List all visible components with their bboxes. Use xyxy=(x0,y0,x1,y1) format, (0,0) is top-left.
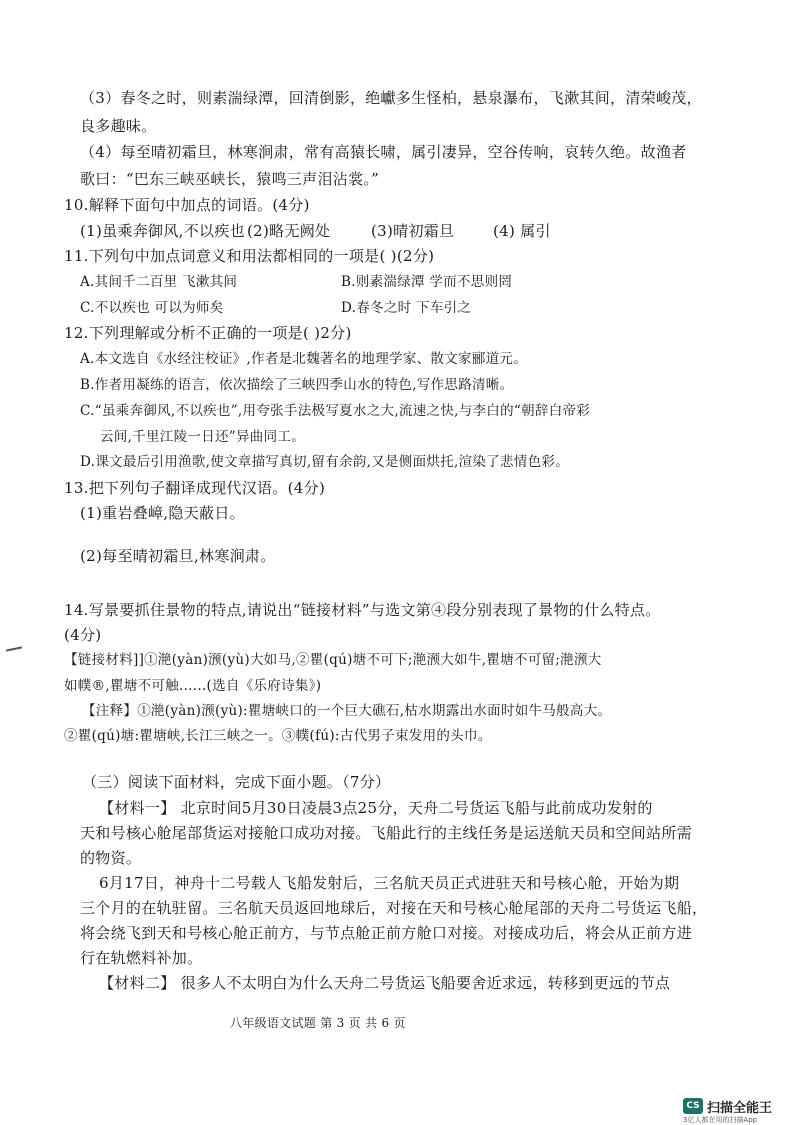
text-line: (4分) xyxy=(64,626,102,644)
text-line: 6月17日，神舟十二号载人飞船发射后，三名航天员正式进驻天和号核心舱，开始为期 xyxy=(99,874,680,892)
text-line: (2)每至晴初霜旦,林寒涧肃。 xyxy=(80,547,276,565)
text-line: 【链接材料]]①滟(yàn)滪(yù)大如马,②瞿(qú)塘不可下;滟滪大如牛,瞿塘不可留;滟滪大 xyxy=(64,652,602,668)
text-line: 【注释】①滟(yàn)滪(yù):瞿塘峡口的一个巨大礁石,枯水期露出水面时如牛马般高大。 xyxy=(82,703,612,719)
text-line: 天和号核心舱尾部货运对接舱口成功对接。飞船此行的主线任务是运送航天员和空间站所需 xyxy=(80,824,693,842)
text-line: 良多趣味。 xyxy=(80,117,157,135)
brand-name: 扫描全能王 xyxy=(707,1101,773,1116)
text-line: 13.把下列句子翻译成现代汉语。(4分) xyxy=(64,479,326,497)
text-line: A.本文选自《水经注校证》,作者是北魏著名的地理学家、散文家郦道元。 xyxy=(80,351,528,367)
text-line: 10.解释下面句中加点的词语。(4分) xyxy=(64,196,310,214)
text-line: （4）每至晴初霜旦，林寒涧肃，常有高猿长啸，属引凄异，空谷传响，哀转久绝。故渔者 xyxy=(80,143,687,161)
text-line: 12.下列理解或分析不正确的一项是( )2分) xyxy=(64,324,352,342)
text-line: （三）阅读下面材料，完成下面小题。（7分） xyxy=(82,773,391,791)
text-line: C.“虽乘奔御风,不以疾也”,用夸张手法极写夏水之大,流速之快,与李白的“朝辞白帝彩 xyxy=(80,403,591,419)
text-line: 如幞®,瞿塘不可触......(选自《乐府诗集》) xyxy=(64,678,322,694)
text-line: B.作者用凝练的语言，依次描绘了三峡四季山水的特色,写作思路清晰。 xyxy=(80,377,514,393)
text-line: (3)晴初霜旦 xyxy=(371,222,455,240)
text-line: 【材料二】 很多人不太明白为什么天舟二号货运飞船要舍近求远，转移到更远的节点 xyxy=(99,974,671,992)
text-line: C.不以疾也 可以为师矣 xyxy=(80,300,224,316)
text-line: (4) 属引 xyxy=(493,222,551,240)
text-line: 歌曰：“巴东三峡巫峡长，猿鸣三声泪沾裳。” xyxy=(80,170,380,188)
cs-logo-icon: CS xyxy=(683,1098,703,1114)
text-line: (2)略无阙处 xyxy=(247,222,331,240)
text-line: 将会绕飞到天和号核心舱正前方，与节点舱正前方舱口对接。对接成功后，将会从正前方进 xyxy=(80,924,693,942)
text-line: 11.下列句中加点词意义和用法都相同的一项是( )(2分) xyxy=(64,247,435,265)
text-line: D.课文最后引用渔歌,使文章描写真切,留有余韵,又是侧面烘托,渲染了悲情色彩。 xyxy=(80,454,569,470)
text-line: 14.写景要抓住景物的特点,请说出“链接材料”与选文第④段分别表现了景物的什么特点。 xyxy=(64,601,661,619)
text-line: 的物资。 xyxy=(80,849,142,867)
camscanner-watermark xyxy=(683,1098,791,1122)
text-line: (1)虽乘奔御风,不以疾也 xyxy=(80,222,245,240)
brand-tagline: 3亿人都在用的扫描App xyxy=(683,1116,758,1124)
text-line: B.则素湍绿潭 学而不思则罔 xyxy=(341,274,513,290)
text-line: D.春冬之时 下车引之 xyxy=(341,300,472,316)
text-line: 八年级语文试题 第 3 页 共 6 页 xyxy=(230,1016,406,1030)
text-line: (1)重岩叠嶂,隐天蔽日。 xyxy=(80,504,245,522)
text-line: 【材料一】 北京时间5月30日凌晨3点25分，天舟二号货运飞船与此前成功发射的 xyxy=(99,799,653,817)
text-line: ②瞿(qú)塘:瞿塘峡,长江三峡之一。③幞(fú):古代男子束发用的头巾。 xyxy=(64,728,492,744)
text-line: 云间,千里江陵一日还”异曲同工。 xyxy=(100,429,305,445)
text-line: 三个月的在轨驻留。三名航天员返回地球后，对接在天和号核心舱尾部的天舟二号货运飞船， xyxy=(80,899,708,917)
text-line: （3）春冬之时，则素湍绿潭，回清倒影，绝巘多生怪柏，悬泉瀑布，飞漱其间，清荣峻茂， xyxy=(80,89,702,107)
text-line: A.其间千二百里 飞漱其间 xyxy=(80,274,238,290)
text-line: 行在轨燃料补加。 xyxy=(80,949,203,967)
